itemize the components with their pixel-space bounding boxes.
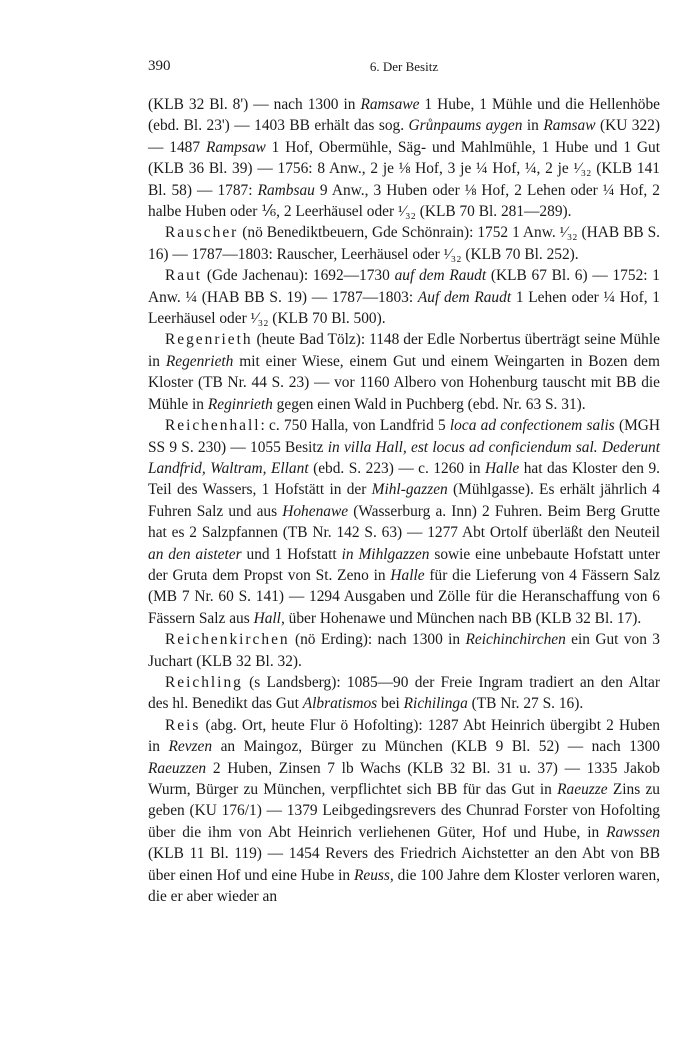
text-run: Zins zu geben (KU 176/1) — 1379 Leibgedingsrevers des Chunrad Forster von Hofolting über die ihm von Abt Heinrich verliehenen Güter, Hof und Hube, in (148, 781, 660, 841)
paragraph-reichenhall (148, 415, 660, 629)
italic-text: Rambsau (257, 181, 315, 199)
paragraph-raut (148, 265, 660, 329)
text-run: an Maingoz, Bürger zu München (KLB 9 Bl. 52) — nach 1300 (212, 738, 660, 756)
text-run: hat das Kloster den 9. Teil des Wassers, 1 Hofstätt in der (148, 459, 660, 499)
italic-text: in villa Hall, est locus ad conficiendum sal. Dederunt Landfrid, Waltram, Ellant (148, 438, 660, 477)
entry-heading: Reichenhall (165, 417, 261, 435)
text-run: (ebd. S. 223) — c. 1260 in (308, 459, 486, 477)
entry-heading: Raut (165, 267, 203, 285)
text-run: : c. 750 Halla, von Landfrid 5 (260, 417, 450, 435)
text-run: bei (377, 695, 404, 713)
text-run: (Gde Jachenau): 1692—1730 (202, 267, 395, 285)
text-run: (Mühlgasse). Es erhält jährlich 4 Fuhren Salz und aus (148, 481, 660, 520)
text-run: 9 Anw., 3 Huben oder ⅛ Hof, 2 Lehen oder ¼ Hof, 2 halbe Huben oder ⅙, 2 Leerhäusel oder ¹⁄₃₂ (KLB 70 Bl. 281—289). (148, 181, 660, 221)
italic-text: Halle (390, 566, 425, 584)
italic-text: in Mihlgazzen (341, 545, 430, 563)
text-run: mit einer Wiese, einem Gut und einem Weingarten in Bozen dem Kloster (TB Nr. 44 S. 23) — vor 1160 Albero von Hohenburg tauscht mit BB die Mühle in (148, 352, 660, 413)
italic-text: Raeuzzen (148, 759, 207, 777)
italic-text: Regenrieth (165, 352, 234, 370)
italic-text: Albratismos (302, 695, 378, 713)
text-run: in (522, 117, 544, 135)
italic-text: Rawssen (606, 823, 660, 841)
entry-heading: Reichenkirchen (165, 631, 290, 649)
italic-text: an den aisteter (148, 545, 242, 563)
paragraph-continuation (148, 94, 660, 222)
paragraph-text (148, 267, 660, 327)
italic-text: Ramsaw (543, 117, 596, 135)
document-page (148, 58, 660, 907)
text-run: ein Gut von 3 Juchart (KLB 32 Bl. 32). (148, 631, 660, 670)
text-run: (s Landsberg): 1085—90 der Freie Ingram tradiert an den Altar des hl. Benedikt das Gut (148, 673, 660, 713)
entry-heading: Reichling (165, 673, 243, 691)
text-run: (Wasserburg a. Inn) 2 Fuhren. Beim Berg Grutte hat es 2 Salzpfannen (TB Nr. 142 S. 63) — 1277 Abt Ortolf überläßt den Neuteil (148, 502, 660, 542)
entry-heading: Rauscher (165, 224, 239, 242)
text-run: (KLB 67 Bl. 6) — 1752: 1 Anw. ¼ (HAB BB S. 19) — 1787—1803: (148, 267, 660, 306)
entry-heading: Regenrieth (165, 331, 253, 349)
italic-text: Revzen (168, 738, 213, 756)
italic-text: Halle (485, 459, 520, 477)
text-run: (KLB 11 Bl. 119) — 1454 Revers des Friedrich Aichstetter an den Abt von BB über einen Hof und eine Hube in (148, 845, 660, 884)
page-number: 390 (148, 58, 171, 74)
paragraph-reichenkirchen (148, 629, 660, 672)
paragraph-reichling (148, 672, 660, 715)
text-run: gegen einen Wald in Puchberg (ebd. Nr. 63 S. 31). (272, 395, 586, 413)
text-run: (nö Erding): nach 1300 in (289, 631, 466, 649)
italic-text: Rampsaw (205, 138, 266, 156)
page-header (148, 58, 660, 80)
text-run: 2 Huben, Zinsen 7 lb Wachs (KLB 32 Bl. 31 u. 37) — 1335 Jakob Wurm, Bürger zu München, verpflichtet sich BB für das Gut in (148, 759, 660, 798)
paragraph-text (148, 417, 660, 627)
page-body (148, 94, 660, 907)
text-run: (MGH SS 9 S. 230) — 1055 Besitz (148, 417, 660, 456)
italic-text: Reuss, (354, 866, 394, 884)
italic-text: Reginrieth (207, 395, 273, 413)
text-run: und 1 Hofstatt (241, 545, 342, 563)
italic-text: Auf dem Raudt (417, 288, 512, 306)
italic-text: Hall, (253, 609, 285, 627)
italic-text: Raeuzze (557, 781, 608, 798)
text-run: (abg. Ort, heute Flur ö Hofolting): 1287 Abt Heinrich übergibt 2 Huben in (148, 716, 660, 756)
text-run: (KLB 32 Bl. 8') — nach 1300 in (148, 96, 361, 113)
text-run: für die Lieferung von 4 Fässern Salz (MB 7 Nr. 60 S. 141) — 1294 Ausgaben und Zölle für die Heranschaffung von 6 Fässern Salz aus (148, 566, 660, 627)
italic-text: Ramsawe (360, 96, 420, 113)
text-run: (KU 322) — 1487 (148, 117, 661, 156)
paragraph-rauscher (148, 222, 660, 265)
text-run: (TB Nr. 27 S. 16). (467, 695, 584, 713)
italic-text: Hohenawe (282, 502, 349, 520)
paragraph-text (148, 717, 660, 905)
text-run: 1 Hube, 1 Mühle und die Hellenhöbe (ebd. Bl. 23') — 1403 BB erhält das sog. (148, 96, 660, 135)
italic-text: Mihl-gazzen (371, 481, 448, 499)
italic-text: auf dem Raudt (394, 267, 487, 285)
text-run: über Hohenawe und München nach BB (KLB 32 Bl. 17). (284, 609, 642, 627)
paragraph-regenrieth (148, 329, 660, 415)
text-run: 1 Lehen oder ¼ Hof, 1 Leerhäusel oder ¹⁄₃₂ (KLB 70 Bl. 500). (148, 288, 661, 328)
entry-heading: Reis (165, 716, 201, 734)
paragraph-text (148, 96, 660, 220)
paragraph-reis (148, 715, 660, 908)
text-run: (nö Benediktbeuern, Gde Schönrain): 1752 1 Anw. ¹⁄₃₂ (HAB BB S. 16) — 1787—1803: Rauscher, Leerhäusel oder ¹⁄₃₂ (KLB 70 Bl. 252). (148, 224, 660, 263)
text-run: 1 Hof, Obermühle, Säg- und Mahlmühle, 1 Hube und 1 Gut (KLB 36 Bl. 39) — 1756: 8 Anw., 2 je ⅛ Hof, 3 je ¼ Hof, ¼, 2 je ¹⁄₃₂ (KLB 141 Bl. 58) — 1787: (148, 138, 660, 199)
italic-text: Reichinchirchen (465, 631, 566, 649)
italic-text: Grůnpaums aygen (408, 117, 523, 135)
text-run: sowie eine unbebaute Hofstatt unter der Gruta dem Propst von St. Zeno in (148, 545, 660, 584)
italic-text: Richilinga (403, 695, 468, 713)
running-head: 6. Der Besitz (369, 59, 439, 74)
italic-text: loca ad confectionem salis (449, 417, 615, 435)
text-run: (heute Bad Tölz): 1148 der Edle Norbertus überträgt seine Mühle in (148, 331, 660, 370)
text-run: die 100 Jahre dem Kloster verloren waren, die er aber wieder an (148, 866, 660, 906)
